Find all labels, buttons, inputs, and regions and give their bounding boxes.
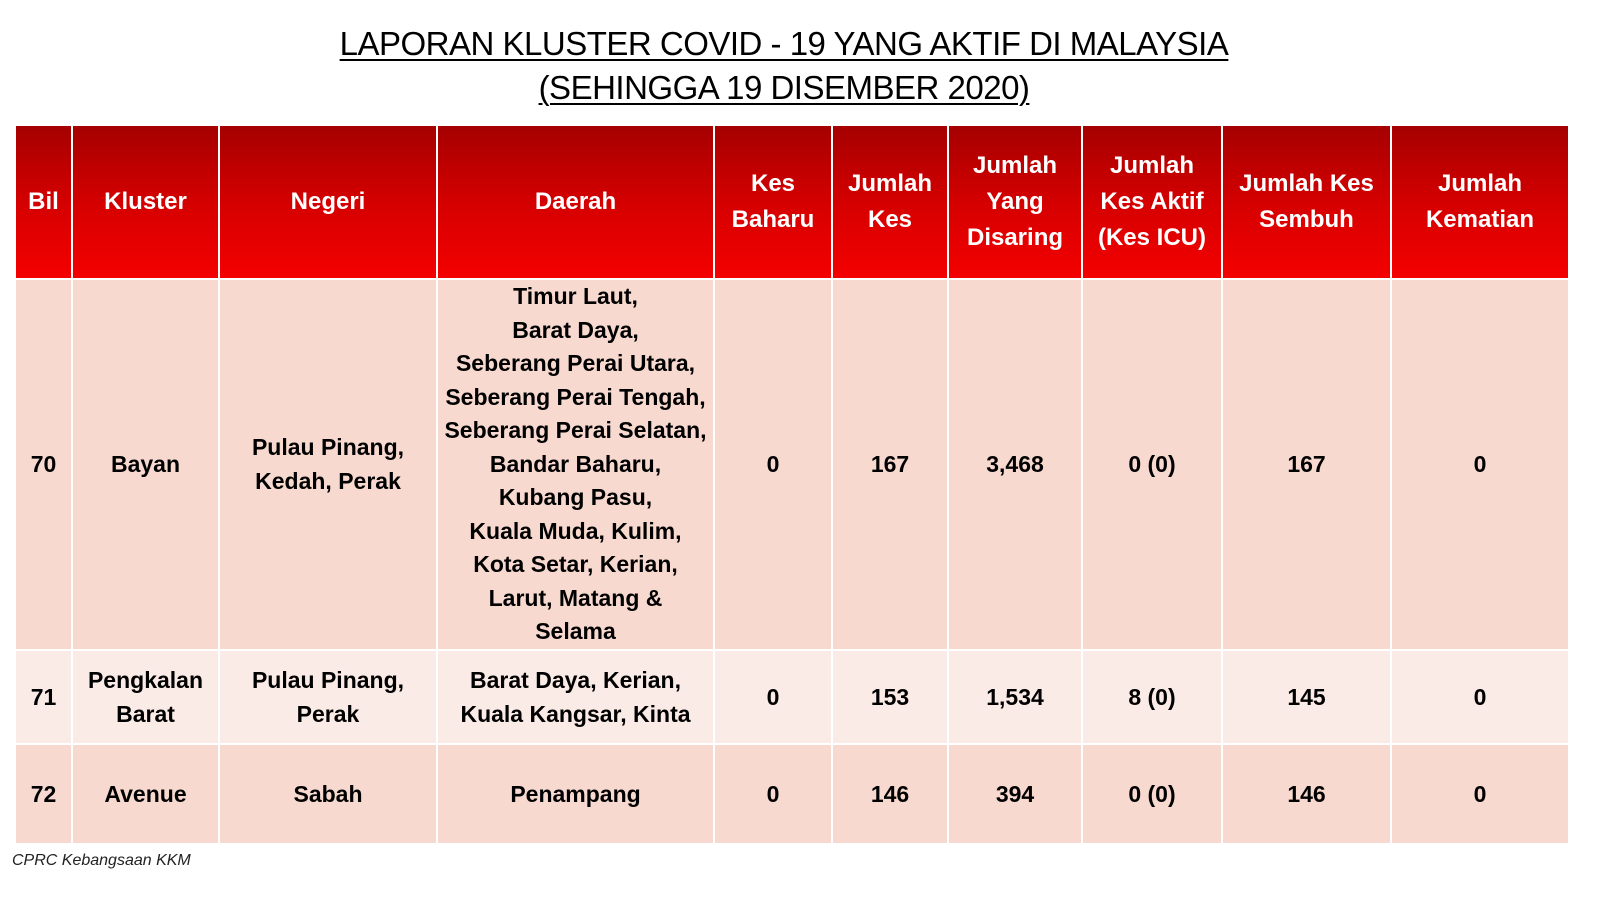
cell-jumlah-disaring: 3,468 xyxy=(948,279,1082,650)
cell-jumlah-disaring: 1,534 xyxy=(948,650,1082,744)
cell-kes-sembuh: 145 xyxy=(1222,650,1391,744)
cell-bil: 70 xyxy=(15,279,72,650)
header-bil: Bil xyxy=(15,125,72,279)
cell-kematian: 0 xyxy=(1391,279,1569,650)
header-jumlah-kes: Jumlah Kes xyxy=(832,125,948,279)
cell-negeri: Pulau Pinang, Kedah, Perak xyxy=(219,279,437,650)
report-title-line-1: LAPORAN KLUSTER COVID - 19 YANG AKTIF DI MALAYSIA xyxy=(339,25,1229,62)
cell-kluster: Avenue xyxy=(72,744,219,844)
cell-kes-baharu: 0 xyxy=(714,744,832,844)
header-kes-sembuh: Jumlah Kes Sembuh xyxy=(1222,125,1391,279)
cell-kematian: 0 xyxy=(1391,744,1569,844)
cell-kes-baharu: 0 xyxy=(714,650,832,744)
cell-negeri: Pulau Pinang, Perak xyxy=(219,650,437,744)
cell-kes-sembuh: 167 xyxy=(1222,279,1391,650)
cell-daerah: Barat Daya, Kerian, Kuala Kangsar, Kinta xyxy=(437,650,714,744)
cell-kes-baharu: 0 xyxy=(714,279,832,650)
cell-jumlah-kes: 146 xyxy=(832,744,948,844)
cell-kematian: 0 xyxy=(1391,650,1569,744)
cell-kes-aktif: 0 (0) xyxy=(1082,744,1222,844)
cell-kes-aktif: 0 (0) xyxy=(1082,279,1222,650)
header-kes-aktif: Jumlah Kes Aktif (Kes ICU) xyxy=(1082,125,1222,279)
cell-kes-sembuh: 146 xyxy=(1222,744,1391,844)
header-jumlah-disaring: Jumlah Yang Disaring xyxy=(948,125,1082,279)
cell-bil: 71 xyxy=(15,650,72,744)
cell-kluster: Pengkalan Barat xyxy=(72,650,219,744)
report-title xyxy=(0,22,1568,110)
header-daerah: Daerah xyxy=(437,125,714,279)
cell-negeri: Sabah xyxy=(219,744,437,844)
source-footnote: CPRC Kebangsaan KKM xyxy=(12,852,191,869)
table-row xyxy=(15,744,1569,844)
cell-bil: 72 xyxy=(15,744,72,844)
cell-kluster: Bayan xyxy=(72,279,219,650)
cell-jumlah-kes: 167 xyxy=(832,279,948,650)
report-title-line-2: (SEHINGGA 19 DISEMBER 2020) xyxy=(538,69,1030,106)
table-header-row xyxy=(15,125,1569,279)
header-kluster: Kluster xyxy=(72,125,219,279)
cluster-table xyxy=(14,124,1570,845)
cell-jumlah-kes: 153 xyxy=(832,650,948,744)
header-negeri: Negeri xyxy=(219,125,437,279)
table-row xyxy=(15,650,1569,744)
cell-jumlah-disaring: 394 xyxy=(948,744,1082,844)
cell-daerah: Timur Laut, Barat Daya, Seberang Perai Utara, Seberang Perai Tengah, Seberang Perai Selatan, Bandar Baharu, Kubang Pasu, Kuala Muda, Kulim, Kota Setar, Kerian, Larut, Matang & Selama xyxy=(437,279,714,650)
cell-kes-aktif: 8 (0) xyxy=(1082,650,1222,744)
header-kes-baharu: Kes Baharu xyxy=(714,125,832,279)
header-kematian: Jumlah Kematian xyxy=(1391,125,1569,279)
table-row xyxy=(15,279,1569,650)
cell-daerah: Penampang xyxy=(437,744,714,844)
